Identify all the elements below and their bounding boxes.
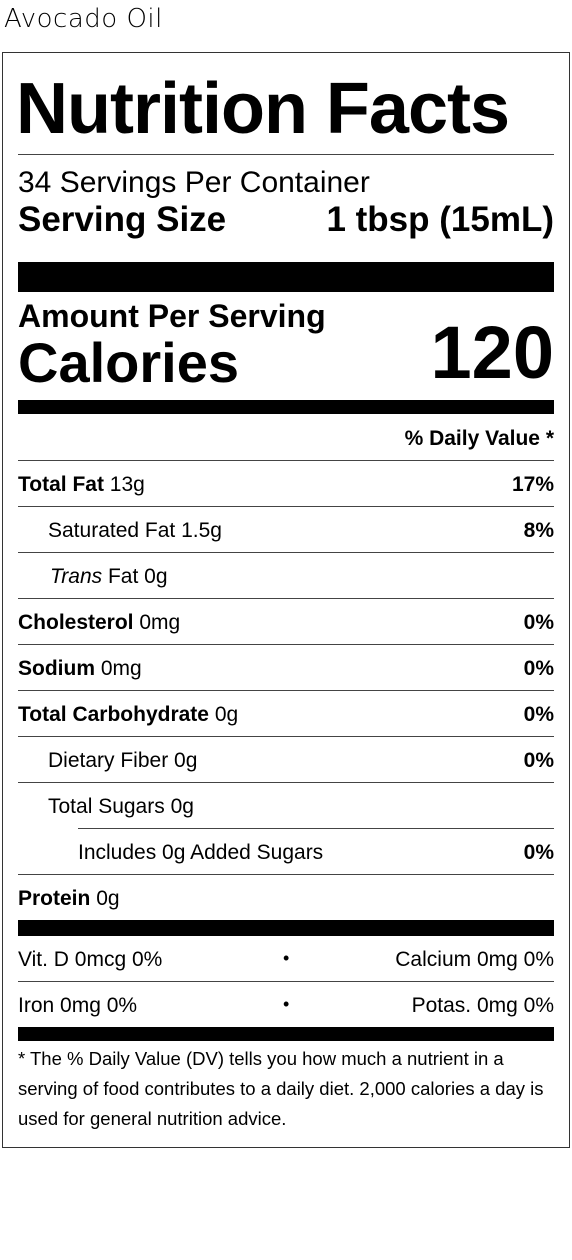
nutrient-amount: 0g [174,749,198,772]
calcium: Calcium 0mg 0% [395,948,554,971]
nutrient-name: Trans [50,565,103,588]
divider [18,154,554,155]
nutrient-dv: 0% [523,749,554,772]
nutrient-dv: 0% [523,841,554,864]
nutrient-amount: 13g [109,473,145,496]
divider [18,598,554,599]
divider [18,690,554,691]
vitamin-d: Vit. D 0mcg 0% [18,948,163,971]
amount-per-serving: Amount Per Serving [18,298,326,334]
nutrient-row-total-carbohydrate [18,693,554,737]
nutrient-amount: 0g [96,887,120,910]
nutrient-row-total-fat [18,463,554,507]
nutrient-row-protein [18,877,554,921]
nutrient-row-dietary-fiber [18,739,554,783]
divider [18,644,554,645]
nutrient-row-total-sugars [18,785,554,829]
serving-size-value: 1 tbsp (15mL) [326,200,554,239]
potassium: Potas. 0mg 0% [411,994,554,1017]
calories-label: Calories [18,331,239,394]
calories-value: 120 [430,311,554,394]
nutrient-row-cholesterol [18,601,554,645]
nutrient-row-saturated-fat [18,509,554,553]
nutrient-name: Sodium [18,657,95,680]
nutrient-dv: 0% [523,657,554,680]
divider [18,460,554,461]
nutrient-amount: 0g [170,795,194,818]
daily-value-header: % Daily Value * [404,427,554,450]
thick-divider [18,262,554,292]
nutrient-name: Dietary Fiber [48,749,169,772]
thick-divider [18,920,554,936]
nutrient-dv: 17% [511,473,554,496]
nutrient-amount: 0mg [100,657,142,680]
nutrient-name: Includes 0g Added Sugars [78,841,324,864]
product-title: Avocado Oil [4,4,163,34]
divider [78,828,554,829]
nutrient-row-trans-fat [18,555,554,599]
nutrient-row-sodium [18,647,554,691]
divider [18,782,554,783]
divider [18,874,554,875]
divider [18,506,554,507]
divider [18,981,554,982]
nutrient-name: Cholesterol [18,611,134,634]
medium-divider [18,400,554,414]
nutrient-row-added-sugars [18,831,554,875]
nutrient-amount: 1.5g [181,519,222,542]
nutrient-name: Total Carbohydrate [18,703,209,726]
serving-size-label: Serving Size [18,200,227,239]
nutrient-name: Total Sugars [48,795,165,818]
nutrient-name: Protein [18,887,91,910]
nutrient-amount: 0mg [139,611,181,634]
servings-per-container: 34 Servings Per Container [18,166,370,199]
iron: Iron 0mg 0% [18,994,138,1017]
nutrient-name: Total Fat [18,473,104,496]
nutrient-name: Saturated Fat [48,519,176,542]
nutrient-amount: 0g [144,565,168,588]
bullet-separator: • [283,994,290,1014]
nutrient-name-suffix: Fat [107,565,139,588]
nutrition-facts-heading: Nutrition Facts [16,69,510,149]
nutrient-dv: 0% [523,703,554,726]
divider [18,552,554,553]
medium-divider [18,1027,554,1041]
nutrient-dv: 8% [523,519,554,542]
daily-value-footnote: * The % Daily Value (DV) tells you how much a nutrient in a serving of food contributes to a daily diet. 2,000 calories a day is used for general nutrition advice. [18,1048,544,1129]
bullet-separator: • [283,948,290,968]
divider [18,736,554,737]
nutrient-dv: 0% [523,611,554,634]
nutrient-amount: 0g [214,703,239,726]
